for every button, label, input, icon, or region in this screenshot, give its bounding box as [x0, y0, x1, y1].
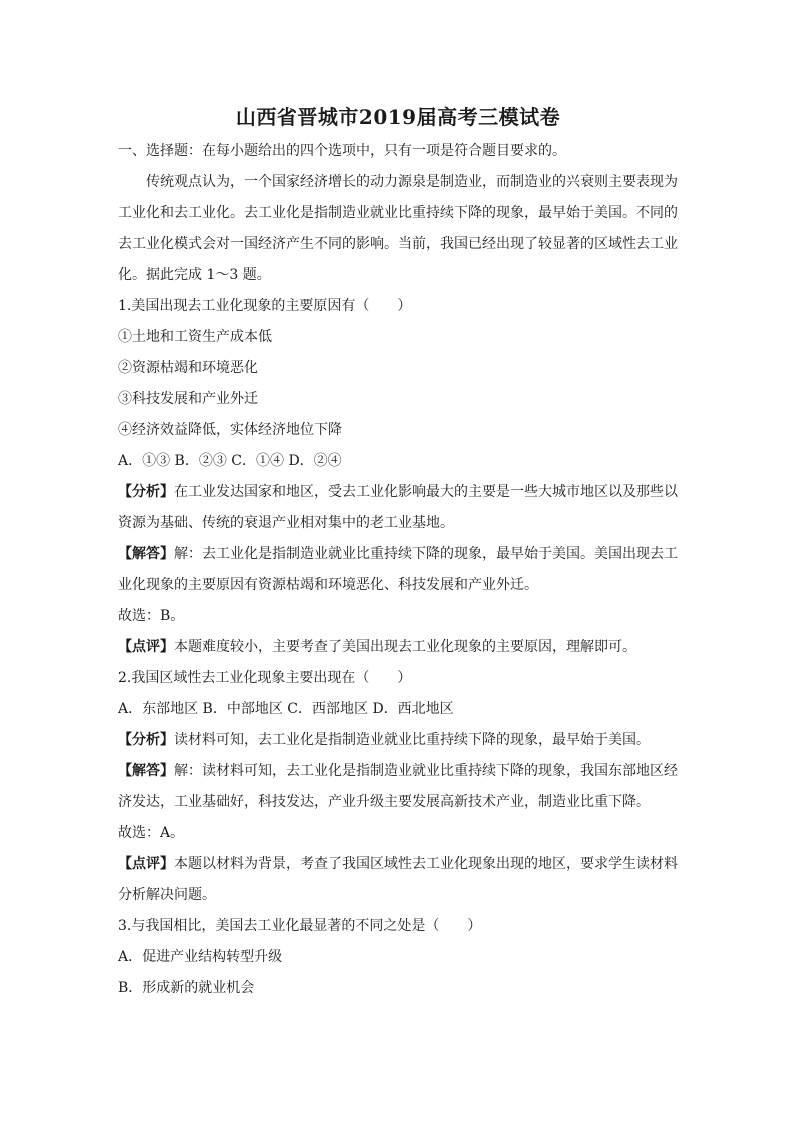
exam-title: 山西省晋城市2019届高考三模试卷 [235, 105, 561, 129]
question-2-answer: 故选：A。 [118, 825, 185, 841]
solution-tag: 【解答】 [118, 546, 174, 562]
question-3-option-b: B．形成新的就业机会 [118, 980, 255, 996]
question-1-answer: 故选：B。 [118, 608, 185, 624]
analysis-tag: 【分析】 [118, 484, 174, 500]
comment-tag: 【点评】 [118, 639, 174, 655]
question-1-analysis-cont: 资源为基础、传统的衰退产业相对集中的老工业基地。 [118, 515, 454, 531]
question-2-analysis [118, 725, 678, 756]
question-1-item: ③科技发展和产业外迁 [118, 391, 258, 407]
analysis-text: 在工业发达国家和地区，受去工业化影响最大的主要是一些大城市地区以及那些以 [174, 484, 678, 500]
comment-text: 本题以材料为背景，考查了我国区域性去工业化现象出现的地区，要求学生读材料 [174, 856, 678, 872]
section-heading: 一、选择题：在每小题给出的四个选项中，只有一项是符合题目要求的。 [118, 143, 566, 159]
question-1-stem: 1.美国出现去工业化现象的主要原因有（ ） [118, 298, 412, 314]
analysis-tag: 【分析】 [118, 732, 174, 748]
passage-line: 化。据此完成 1～3 题。 [118, 267, 271, 283]
comment-tag: 【点评】 [118, 856, 174, 872]
exam-page [118, 104, 678, 1004]
question-3-option-a: A．促进产业结构转型升级 [118, 949, 283, 965]
passage-line: 传统观点认为，一个国家经济增长的动力源泉是制造业，而制造业的兴衰则主要表现为 [146, 174, 678, 190]
question-2-stem: 2.我国区域性去工业化现象主要出现在（ ） [118, 670, 412, 686]
solution-text: 解：去工业化是指制造业就业比重持续下降的现象，最早始于美国。美国出现去工 [174, 546, 678, 562]
question-2-comment [118, 849, 678, 880]
question-1-solution-cont: 业化现象的主要原因有资源枯竭和环境恶化、科技发展和产业外迁。 [118, 577, 538, 593]
passage-line: 工业化和去工业化。去工业化是指制造业就业比重持续下降的现象，最早始于美国。不同的 [118, 205, 678, 221]
passage-line: 去工业化模式会对一国经济产生不同的影响。当前，我国已经出现了较显著的区域性去工业 [118, 236, 678, 252]
question-1-item: ④经济效益降低，实体经济地位下降 [118, 422, 342, 438]
question-1-analysis [118, 477, 678, 508]
question-1-item: ①土地和工资生产成本低 [118, 329, 272, 345]
question-1-item: ②资源枯竭和环境恶化 [118, 360, 258, 376]
analysis-text: 读材料可知，去工业化是指制造业就业比重持续下降的现象，最早始于美国。 [174, 732, 650, 748]
question-2-options: A．东部地区 B．中部地区 C．西部地区 D．西北地区 [118, 701, 454, 717]
comment-text: 本题难度较小，主要考查了美国出现去工业化现象的主要原因，理解即可。 [174, 639, 636, 655]
question-3-stem: 3.与我国相比，美国去工业化最显著的不同之处是（ ） [118, 918, 482, 934]
question-2-solution-cont: 济发达，工业基础好，科技发达，产业升级主要发展高新技术产业，制造业比重下降。 [118, 794, 650, 810]
question-1-comment [118, 632, 678, 663]
question-1-options: A．①③ B．②③ C．①④ D．②④ [118, 453, 342, 469]
solution-tag: 【解答】 [118, 763, 174, 779]
question-2-solution [118, 756, 678, 787]
question-2-comment-cont: 分析解决问题。 [118, 887, 216, 903]
question-1-solution [118, 539, 678, 570]
solution-text: 解：读材料可知，去工业化是指制造业就业比重持续下降的现象，我国东部地区经 [174, 763, 678, 779]
